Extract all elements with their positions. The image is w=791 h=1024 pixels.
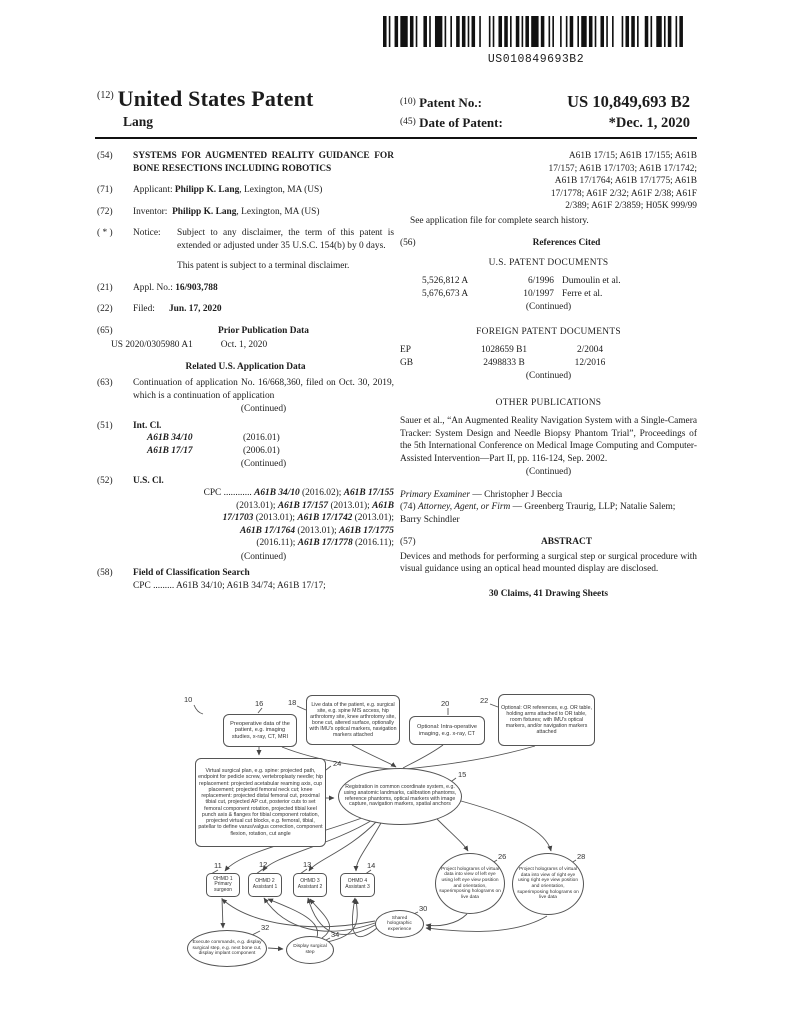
document-title-block [97, 86, 314, 130]
foreign-patent-docs [400, 344, 697, 369]
table-row: A61B 34/10 (2016.01) [147, 433, 280, 443]
section-21-appl-no: (21) Appl. No.: 16/903,788 [97, 282, 218, 293]
prior-pub-line: US 2020/0305980 A1 Oct. 1, 2020 [111, 340, 268, 350]
barcode-bars [383, 16, 689, 47]
right-column: A61B 17/15; A61B 17/155; A61B 17/157; A61B 17/1703; A61B 17/1742; A61B 17/1764; A61B 17/1775; A61B 17/1778; A61F 2/32; A61F 2/38; A61F 2/389; A61F 2/3859; H05K 999/99 See application file for complete search history. (56) References Cited U.S. PATENT DOCUMENTS 5,526,812 A 6/1996 Dumoulin et al. 5,676,673 A 10/1997 Ferre et al. (Continued) FOREIGN PATENT DOCUMENTS EP 1028659 B1 2/2004 GB 2498833 B 12/2016 (Continued) OTHER PUBLICATIONS Sauer et al., “An Augmented Reality Navigation System with a Single-Camera Tracker: System Design and Needle Biopsy Phantom Trial”, Proceedings of the 5th International Conference on Medical Image Computing and Computer-Assisted Intervention—Part II, pp. 116-124, Sep. 2002. (Continued) Primary Examiner — Christopher J Beccia (74) Attorney, Agent, or Firm — Greenberg Traurig, LLP; Natalie Salem; Barry Schindler (57) ABSTRACT Devices and methods for performing a surgical step or surgical procedure with visual guidance using an optical head mounted display are disclosed. 30 Claims, 41 Drawing Sheets [400, 151, 697, 599]
figure-node-preop-data: Preoperative data of the patient, e.g. imaging studies, x-ray, CT, MRI [223, 714, 297, 747]
figure-ref-24: 24 [333, 759, 342, 768]
table-row: 5,526,812 A 6/1996 Dumoulin et al. [422, 276, 621, 286]
figure-ref-20: 20 [441, 699, 450, 708]
patent-date-value: *Dec. 1, 2020 [608, 115, 690, 131]
cpc-continuation: A61B 17/15; A61B 17/155; A61B 17/157; A61B 17/1703; A61B 17/1742; A61B 17/1764; A61B 17/1775; A61B 17/1778; A61F 2/32; A61F 2/38; A61F 2/389; A61F 2/3859; H05K 999/99 [548, 151, 697, 211]
figure-1-flowchart [0, 688, 791, 1024]
section-71-applicant: (71) Applicant: Philipp K. Lang, Lexington, MA (US) [97, 185, 323, 195]
primary-examiner-line: Primary Examiner — Christopher J Beccia [400, 489, 563, 500]
figure-ref-12: 12 [259, 860, 268, 869]
figure-node-virtual-plan: Virtual surgical plan, e.g. spine: projected path, endpoint for pedicle screw, vertebroplasty needle; hip replacement: projected acetabular reaming axis, cup placement; projected femoral neck cut; knee replacement: projected distal femoral cut, proximal tibial cut, projected AP cut, posterior cuts to set femoral component rotation, projected tibial keel punch axis & flanges for tibial component rotation, projected virtual cut blocks, e.g. femoral, tibial, patellar to define varus/valgus correction, component flexion, rotation, cut angle [195, 758, 326, 847]
figure-ref-15: 15 [458, 770, 467, 779]
figure-ref-11: 11 [214, 861, 222, 870]
figure-node-live-data: Live data of the patient, e.g. surgical site, e.g. spine MIS access, hip arthrotomy site, knee arthrotomy site, bone cut, altered surface, optionally with IMU's optical markers, navigation markers attached [306, 695, 400, 745]
header-divider [95, 137, 697, 139]
figure-ref-10: 10 [184, 695, 193, 704]
barcode [383, 16, 689, 66]
notice-text: Subject to any disclaimer, the term of this patent is extended or adjusted under 35 U.S.C. 154(b) by 0 days. This patent is subject to a terminal disclaimer. [177, 228, 394, 271]
int-cl-heading: Int. Cl. [133, 420, 162, 431]
figure-node-ohmd2: OHMD 2 Assistant 1 [248, 873, 282, 897]
field-search-heading: Field of Classification Search [133, 568, 250, 578]
claims-line: 30 Claims, 41 Drawing Sheets [488, 588, 608, 599]
other-pubs-text: Sauer et al., “An Augmented Reality Navigation System with a Single-Camera Tracker: System Design and Needle Biopsy Phantom Trial”, Proceedings of the 5th International Conference on Medical Image Computing and Computer-Assisted Intervention—Part II, pp. 116-124, Sep. 2002. [400, 416, 697, 464]
abstract-heading: ABSTRACT [540, 537, 593, 547]
cpc-lines: CPC ............ A61B 34/10 (2016.02); A61B 17/155 (2013.01); A61B 17/157 (2013.01); A61B 17/1703 (2013.01); A61B 17/1742 (2013.01); A61B 17/1764 (2013.01); A61B 17/1775 (2016.11); A61B 17/1778 (2016.11); [203, 488, 394, 548]
section-63-continuation: (63) Continuation of application No. 16/668,360, filed on Oct. 30, 2019, which is a continuation of application (Continued) [97, 378, 394, 414]
figure-ref-34: 34 [331, 930, 340, 939]
barcode-text: US010849693B2 [487, 53, 585, 66]
patent-no-label: $^{(10)}$ Patent No.: [400, 95, 482, 110]
figure-node-project-right-eye: Project holograms of virtual data into view of right eye using right eye view position and orientation, superimposing holograms on live data [512, 853, 584, 915]
prior-pub-heading: Prior Publication Data [218, 325, 309, 336]
figure-ref-32: 32 [261, 923, 270, 932]
figure-node-display-step: Display surgical step [286, 936, 334, 964]
applicant-name: Philipp K. Lang [174, 185, 240, 195]
figure-ref-14: 14 [367, 861, 376, 870]
figure-ref-26: 26 [498, 852, 507, 861]
inventor-surname: Lang [123, 114, 154, 129]
patent-date-label: $^{(45)}$ Date of Patent: [400, 115, 503, 130]
figure-node-intraop-imaging: Optional: Intra-operative imaging, e.g. x-ray, CT [409, 716, 485, 745]
us-docs-heading: U.S. PATENT DOCUMENTS [488, 257, 609, 268]
figure-ref-30: 30 [419, 904, 428, 913]
table-row: GB 2498833 B 12/2016 [400, 357, 606, 368]
attorney-line: (74) Attorney, Agent, or Firm — Greenberg Traurig, LLP; Natalie Salem; Barry Schindler [400, 502, 676, 525]
abstract-text: Devices and methods for performing a surgical step or surgical procedure with visual guidance using an optical head mounted display are disclosed. [400, 551, 697, 574]
appl-no: 16/903,788 [175, 282, 218, 293]
section-65-prior-pub: (65) Prior Publication Data US 2020/0305980 A1 Oct. 1, 2020 [97, 325, 394, 352]
related-app-heading: Related U.S. Application Data [185, 361, 306, 372]
patent-number-block [400, 92, 690, 135]
section-22-filed: (22) Filed: Jun. 17, 2020 [97, 304, 222, 314]
figure-node-ohmd3: OHMD 3 Assistant 2 [293, 873, 327, 897]
patent-no-value: US 10,849,693 B2 [567, 92, 690, 111]
table-row: EP 1028659 B1 2/2004 [400, 345, 604, 355]
section-57-abstract: (57) ABSTRACT [400, 536, 697, 549]
left-column [97, 150, 394, 601]
patent-no-row [400, 92, 690, 112]
section-notice: ( * ) Notice: Subject to any disclaimer, the term of this patent is extended or adjusted under 35 U.S.C. 154(b) by 0 days. This patent is subject to a terminal disclaimer. [97, 228, 394, 271]
figure-node-project-left-eye: Project holograms of virtual data into view of left eye using left eye view position and orientation, superimposing holograms on live data [435, 853, 505, 914]
section-56-references: (56) References Cited [400, 237, 697, 250]
us-patent-docs [422, 275, 697, 300]
figure-node-execute-commands: Execute commands, e.g. display surgical step, e.g. next bone cut, display implant component [187, 930, 267, 967]
figure-ref-28: 28 [577, 852, 586, 861]
invention-title: SYSTEMS FOR AUGMENTED REALITY GUIDANCE FOR BONE RESECTIONS INCLUDING ROBOTICS [133, 151, 394, 174]
figure-node-ohmd1: OHMD 1 Primary surgeon [206, 873, 240, 897]
table-row: 5,676,673 A 10/1997 Ferre et al. [422, 288, 603, 299]
table-row: A61B 17/17 (2006.01) [147, 445, 280, 456]
figure-node-shared-experience: Shared holographic experience [375, 910, 424, 938]
continuation-text: Continuation of application No. 16/668,360, filed on Oct. 30, 2019, which is a continuation of application [133, 378, 394, 401]
section-51-int-cl: (51) Int. Cl. A61B 34/10 (2016.01) A61B 17/17 (2006.01) (Continued) [97, 420, 394, 471]
figure-node-ohmd4: OHMD 4 Assistant 3 [340, 873, 375, 897]
inid-12: (12) [97, 90, 114, 101]
page-title: United States Patent [117, 86, 314, 111]
foreign-docs-heading: FOREIGN PATENT DOCUMENTS [476, 326, 621, 337]
patent-date-row [400, 115, 690, 132]
figure-ref-22: 22 [480, 696, 489, 705]
figure-ref-16: 16 [255, 699, 264, 708]
section-72-inventor: (72) Inventor: Philipp K. Lang, Lexington, MA (US) [97, 206, 320, 217]
us-cl-heading: U.S. Cl. [133, 475, 164, 486]
see-application-line: See application file for complete search history. [410, 215, 589, 226]
figure-node-or-references: Optional: OR references, e.g. OR table, holding arms attached to OR table, room fixtures; with IMU's optical markers, and/or navigation markers attached [498, 694, 595, 746]
section-58-field-search: (58) Field of Classification Search CPC ......... A61B 34/10; A61B 34/74; A61B 17/17; [97, 567, 394, 592]
field-search-line: CPC ......... A61B 34/10; A61B 34/74; A61B 17/17; [133, 580, 326, 591]
references-heading: References Cited [532, 238, 601, 248]
section-54-title: (54) SYSTEMS FOR AUGMENTED REALITY GUIDANCE FOR BONE RESECTIONS INCLUDING ROBOTICS [97, 151, 394, 174]
inventor-name: Philipp K. Lang [172, 206, 237, 217]
figure-node-registration: Registration in common coordinate system, e.g. using anatomic landmarks, calibration phantoms, reference phantoms, optical markers with image capture, navigation markers, spatial anchors [338, 768, 462, 825]
figure-ref-13: 13 [303, 860, 312, 869]
other-pubs-heading: OTHER PUBLICATIONS [495, 397, 602, 408]
int-cl-rows [133, 432, 394, 457]
figure-ref-18: 18 [288, 698, 297, 707]
section-52-us-cl: (52) U.S. Cl. CPC ............ A61B 34/10 (2016.02); A61B 17/155 (2013.01); A61B 17/157 (2013.01); A61B 17/1703 (2013.01); A61B 17/1742 (2013.01); A61B 17/1764 (2013.01); A61B 17/1775 (2016.11); A61B 17/1778 (2016.11); (Continued) [97, 475, 394, 562]
filed-date: Jun. 17, 2020 [168, 304, 222, 314]
